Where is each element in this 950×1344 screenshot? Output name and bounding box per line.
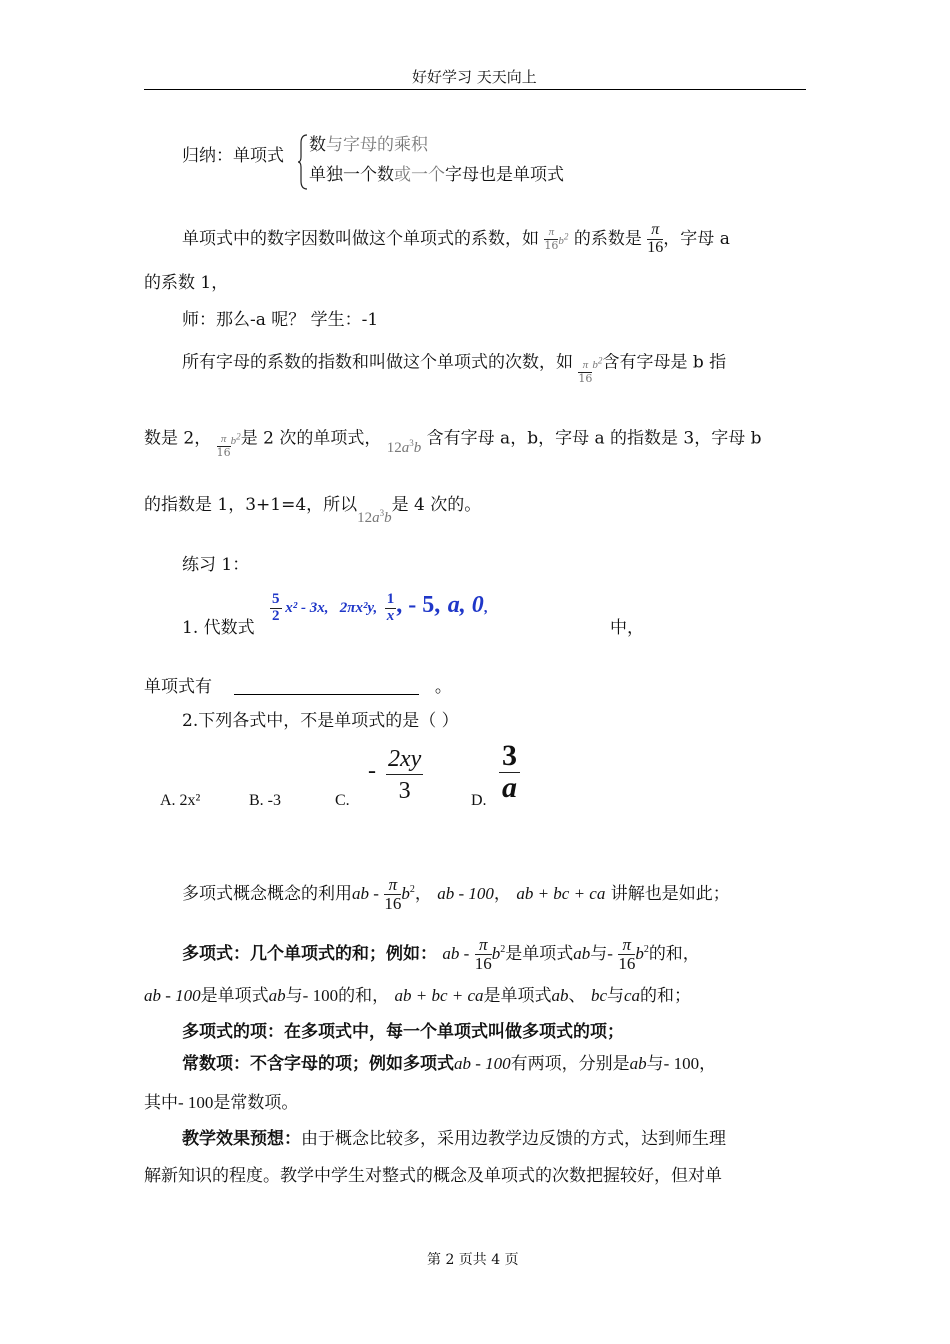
summary-line-1 bbox=[309, 133, 428, 157]
effect-label: 教学效果预想： bbox=[182, 1129, 301, 1149]
option-d-fraction bbox=[499, 740, 520, 803]
q2-line: 2.下列各式中，不是单项式的是（ ） bbox=[182, 711, 459, 731]
monomial-12a3b: $12a^3b$ bbox=[357, 508, 392, 526]
q1-line bbox=[182, 616, 255, 640]
option-a: A. 2x² bbox=[160, 792, 201, 809]
frac-den: a bbox=[502, 771, 517, 804]
poly-const-2: 其中- 100是常数项。 bbox=[144, 1093, 299, 1113]
b-squared: $b^2$ bbox=[230, 431, 241, 447]
fraction-1-x: $\frac{1}{x}$ bbox=[386, 591, 395, 625]
poly-ex2: ab - 100是单项式ab与- 100的和， ab + bc + ca是单项式ab、 bc与ca的和； bbox=[144, 986, 692, 1006]
text: 讲解也是如此； bbox=[610, 883, 730, 904]
degree-line-1 bbox=[182, 348, 726, 384]
frac-num: 2xy bbox=[386, 744, 423, 775]
q1-answer-line bbox=[144, 675, 452, 699]
answer-end: 。 bbox=[434, 677, 452, 697]
text: 是 4 次的。 bbox=[391, 495, 482, 515]
frac-den: 16 bbox=[647, 238, 664, 256]
frac-num: π bbox=[578, 360, 592, 373]
option-b: B. -3 bbox=[249, 792, 281, 809]
frac-num: π bbox=[647, 222, 663, 240]
effect-line-1: 教学效果预想：由于概念比较多，采用边教学边反馈的方式，达到师生理 bbox=[182, 1129, 726, 1149]
summary-text: 与字母的乘积 bbox=[326, 135, 428, 155]
summary-word: 数 bbox=[309, 135, 326, 155]
fraction-pi-16: $\frac{\pi}{16}$ bbox=[618, 935, 636, 973]
brace-icon bbox=[297, 133, 309, 191]
text: 数是 2， bbox=[144, 428, 212, 449]
b-squared: $b^2$ bbox=[558, 231, 569, 247]
summary-text: 或一个 bbox=[394, 165, 445, 185]
exercise-title: 练习 1： bbox=[182, 555, 250, 575]
effect-line-2: 解新知识的程度。教学中学生对整式的概念及单项式的次数把握较好，但对单 bbox=[144, 1166, 722, 1186]
option-c: C. bbox=[335, 792, 350, 809]
summary-label: 归纳：单项式 bbox=[182, 146, 284, 166]
frac-num: 3 bbox=[499, 740, 520, 773]
fraction-pi-16: $\frac{\pi}{16}$ bbox=[384, 875, 402, 913]
fraction-pi-16-large bbox=[647, 222, 663, 257]
fraction-pi-16: $\frac{\pi}{16}$ bbox=[474, 935, 492, 973]
fraction-pi-16 bbox=[578, 360, 592, 384]
frac-den: 3 bbox=[398, 778, 411, 804]
frac-den: 16 bbox=[216, 445, 231, 459]
option-c-fraction bbox=[386, 744, 423, 807]
header-rule bbox=[144, 89, 806, 90]
monomial-12a3b: $12a^3b$ bbox=[386, 437, 422, 456]
poly-def-label: 多项式：几个单项式的和；例如： bbox=[182, 943, 437, 964]
text: ，字母 a bbox=[663, 228, 730, 249]
const-label: 常数项：不含字母的项；例如多项式 bbox=[182, 1054, 454, 1074]
fraction-pi-16 bbox=[217, 434, 231, 458]
poly-const: 常数项：不含字母的项；例如多项式ab - 100有两项，分别是ab与- 100， bbox=[182, 1054, 717, 1074]
option-c-minus: - bbox=[368, 758, 376, 784]
page-header: 好好学习 天天向上 bbox=[412, 68, 537, 86]
poly-term: 多项式的项：在多项式中，每一个单项式叫做多项式的项； bbox=[182, 1022, 624, 1042]
option-d: D. bbox=[471, 792, 487, 809]
coef-line-1 bbox=[182, 222, 730, 257]
b-squared: $b^2$ bbox=[592, 355, 603, 371]
degree-line-3 bbox=[144, 493, 481, 530]
page-footer: 第 2 页共 4 页 bbox=[427, 1252, 519, 1268]
text: 是 2 次的单项式， bbox=[240, 428, 382, 449]
fraction-pi-16 bbox=[544, 227, 558, 251]
text: 含有字母是 b 指 bbox=[602, 352, 727, 373]
text: 单项式中的数字因数叫做这个单项式的系数，如 bbox=[182, 228, 539, 249]
fraction-5-2: $\frac{5}{2}$ bbox=[272, 591, 280, 625]
poly-intro: 多项式概念概念的利用ab - $\frac{\pi}{16}$ $b^2$， ab - 100， ab + bc + ca 讲解也是如此； bbox=[182, 875, 730, 913]
text: 的系数是 bbox=[573, 228, 642, 249]
frac-den: 16 bbox=[544, 238, 559, 252]
coef-line-2: 的系数 1， bbox=[144, 273, 229, 293]
text: 含有字母 a，b，字母 a 的指数是 3，字母 b bbox=[426, 428, 762, 449]
frac-num: π bbox=[544, 227, 558, 240]
answer-blank[interactable] bbox=[234, 676, 419, 695]
text: 的指数是 1，3+1=4，所以 bbox=[144, 495, 358, 515]
q1-expression: $\frac{5}{2}$ x² - 3x, 2πx²y, $\frac{1}{x}$ , - 5, a, 0, bbox=[272, 591, 488, 625]
text: 多项式概念概念的利用 bbox=[182, 883, 352, 904]
summary-text: 字母也是单项式 bbox=[445, 165, 564, 185]
frac-den: 16 bbox=[578, 371, 593, 385]
dialog-line: 师：那么-a 呢？ 学生：-1 bbox=[182, 310, 379, 330]
summary-line-2 bbox=[309, 163, 564, 187]
text: 所有字母的系数的指数和叫做这个单项式的次数，如 bbox=[182, 352, 573, 373]
poly-def: 多项式：几个单项式的和；例如： ab - $\frac{\pi}{16}$ $b^2$是单项式ab与- $\frac{\pi}{16}$ $b^2$的和， bbox=[182, 935, 700, 973]
degree-line-2 bbox=[144, 424, 762, 460]
q1-suffix: 中， bbox=[610, 618, 644, 638]
answer-label: 单项式有 bbox=[144, 677, 212, 697]
summary-text: 单独一个数 bbox=[309, 165, 394, 185]
q1-prefix: 1. 代数式 bbox=[182, 618, 255, 638]
frac-num: π bbox=[217, 434, 231, 447]
